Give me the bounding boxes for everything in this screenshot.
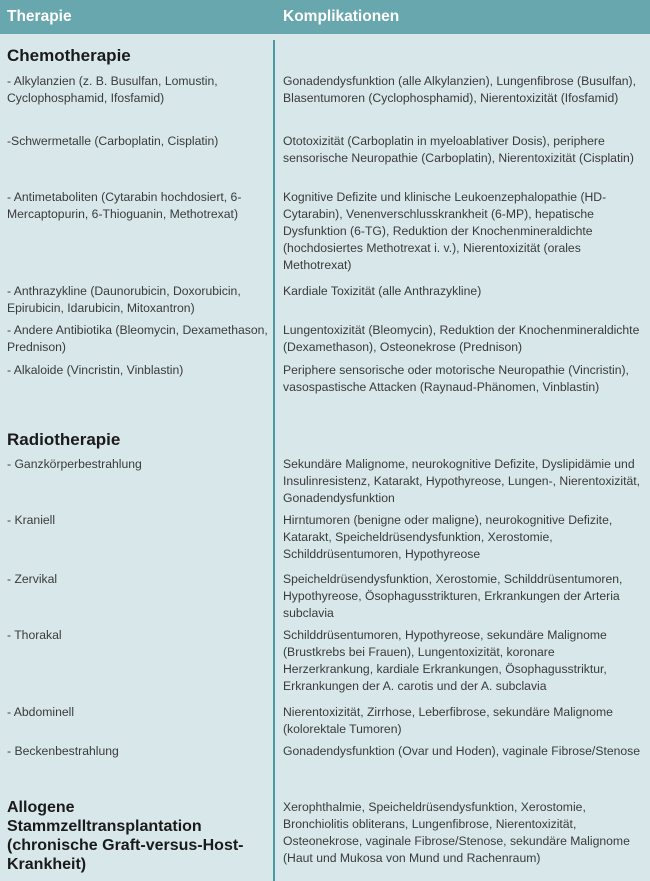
complications-cell: Hirntumoren (benigne oder maligne), neurokognitive Defizite, Katarakt, Speicheldrüsendysfunktion, Xerostomie, Schilddrüsentumoren, Hypothyreose — [283, 513, 613, 561]
therapy-cell: - Kraniell — [7, 513, 56, 527]
section-title-stammzelltransplantation: Allogene Stammzelltransplantation (chronische Graft-versus-Host-Krankheit) — [7, 799, 244, 873]
complications-cell: Sekundäre Malignome, neurokognitive Defizite, Dyslipidämie und Insulinresistenz, Katarakt, Hypothyreose, Lungen-, Nierentoxizität, Gonadendysfunktion — [283, 457, 641, 505]
header-complications: Komplikationen — [283, 8, 400, 25]
complications-cell: Ototoxizität (Carboplatin in myeloablativer Dosis), periphere sensorische Neuropathie (Carboplatin), Nierentoxizität (Cisplatin) — [283, 134, 634, 165]
therapy-cell: - Alkaloide (Vincristin, Vinblastin) — [7, 363, 184, 377]
complications-cell: Periphere sensorische oder motorische Neuropathie (Vincristin), vasospastische Attacken (Raynaud-Phänomen, Vinblastin) — [283, 363, 629, 394]
therapy-cell: - Ganzkörperbestrahlung — [7, 457, 142, 471]
therapy-cell: - Beckenbestrahlung — [7, 744, 119, 758]
therapy-cell: - Abdominell — [7, 705, 75, 719]
therapy-cell: - Anthrazykline (Daunorubicin, Doxorubicin, Epirubicin, Idarubicin, Mitoxantron) — [7, 284, 241, 315]
therapy-cell: - Zervikal — [7, 572, 58, 586]
therapy-cell: - Antimetaboliten (Cytarabin hochdosiert, 6-Mercaptopurin, 6-Thioguanin, Methotrexat) — [7, 190, 242, 221]
complications-cell: Gonadendysfunktion (alle Alkylanzien), Lungenfibrose (Busulfan), Blasentumoren (Cyclophosphamid), Nierentoxizität (Ifosfamid) — [283, 74, 636, 105]
therapy-cell: -Schwermetalle (Carboplatin, Cisplatin) — [7, 134, 219, 148]
complications-cell: Schilddrüsentumoren, Hypothyreose, sekundäre Malignome (Brustkrebs bei Frauen), Lungentoxizität, koronare Herzerkrankung, kardiale Erkrankungen, Ösophagusstriktur, Erkrankungen der A. carotis und der A. subclavia — [283, 628, 607, 693]
complications-cell: Nierentoxizität, Zirrhose, Leberfibrose, sekundäre Malignome (kolorektale Tumoren) — [283, 705, 613, 736]
complications-cell: Xerophthalmie, Speicheldrüsendysfunktion, Xerostomie, Bronchiolitis obliterans, Lungenfibrose, Nierentoxizität, Osteonekrose, vaginale Fibrose/Stenose, sekundäre Malignome (Haut und Mukosa von Mund und Rachenraum) — [283, 800, 630, 865]
section-title-chemotherapie: Chemotherapie — [7, 46, 131, 65]
column-divider — [273, 40, 275, 881]
section-title-radiotherapie: Radiotherapie — [7, 430, 121, 449]
therapy-cell: - Andere Antibiotika (Bleomycin, Dexamethason, Prednison) — [7, 323, 268, 354]
table-header — [0, 0, 650, 34]
header-therapy: Therapie — [7, 8, 72, 25]
complications-cell: Kognitive Defizite und klinische Leukoenzephalopathie (HD-Cytarabin), Venenverschlusskrankheit (6-MP), hepatische Dysfunktion (6-TG), Reduktion der Knochenmineraldichte (hochdosiertes Methotrexat i. v.), Nierentoxizität (orales Methotrexat) — [283, 190, 607, 272]
complications-cell: Kardiale Toxizität (alle Anthrazykline) — [283, 284, 482, 298]
therapy-cell: - Alkylanzien (z. B. Busulfan, Lomustin, Cyclophosphamid, Ifosfamid) — [7, 74, 218, 105]
complications-cell: Speicheldrüsendysfunktion, Xerostomie, Schilddrüsentumoren, Hypothyreose, Ösophagusstrikturen, Erkrankungen der Arteria subclavia — [283, 572, 623, 620]
complications-cell: Lungentoxizität (Bleomycin), Reduktion der Knochenmineraldichte (Dexamethason), Osteonekrose (Prednison) — [283, 323, 640, 354]
therapy-cell: - Thorakal — [7, 628, 62, 642]
complications-cell: Gonadendysfunktion (Ovar und Hoden), vaginale Fibrose/Stenose — [283, 744, 641, 758]
